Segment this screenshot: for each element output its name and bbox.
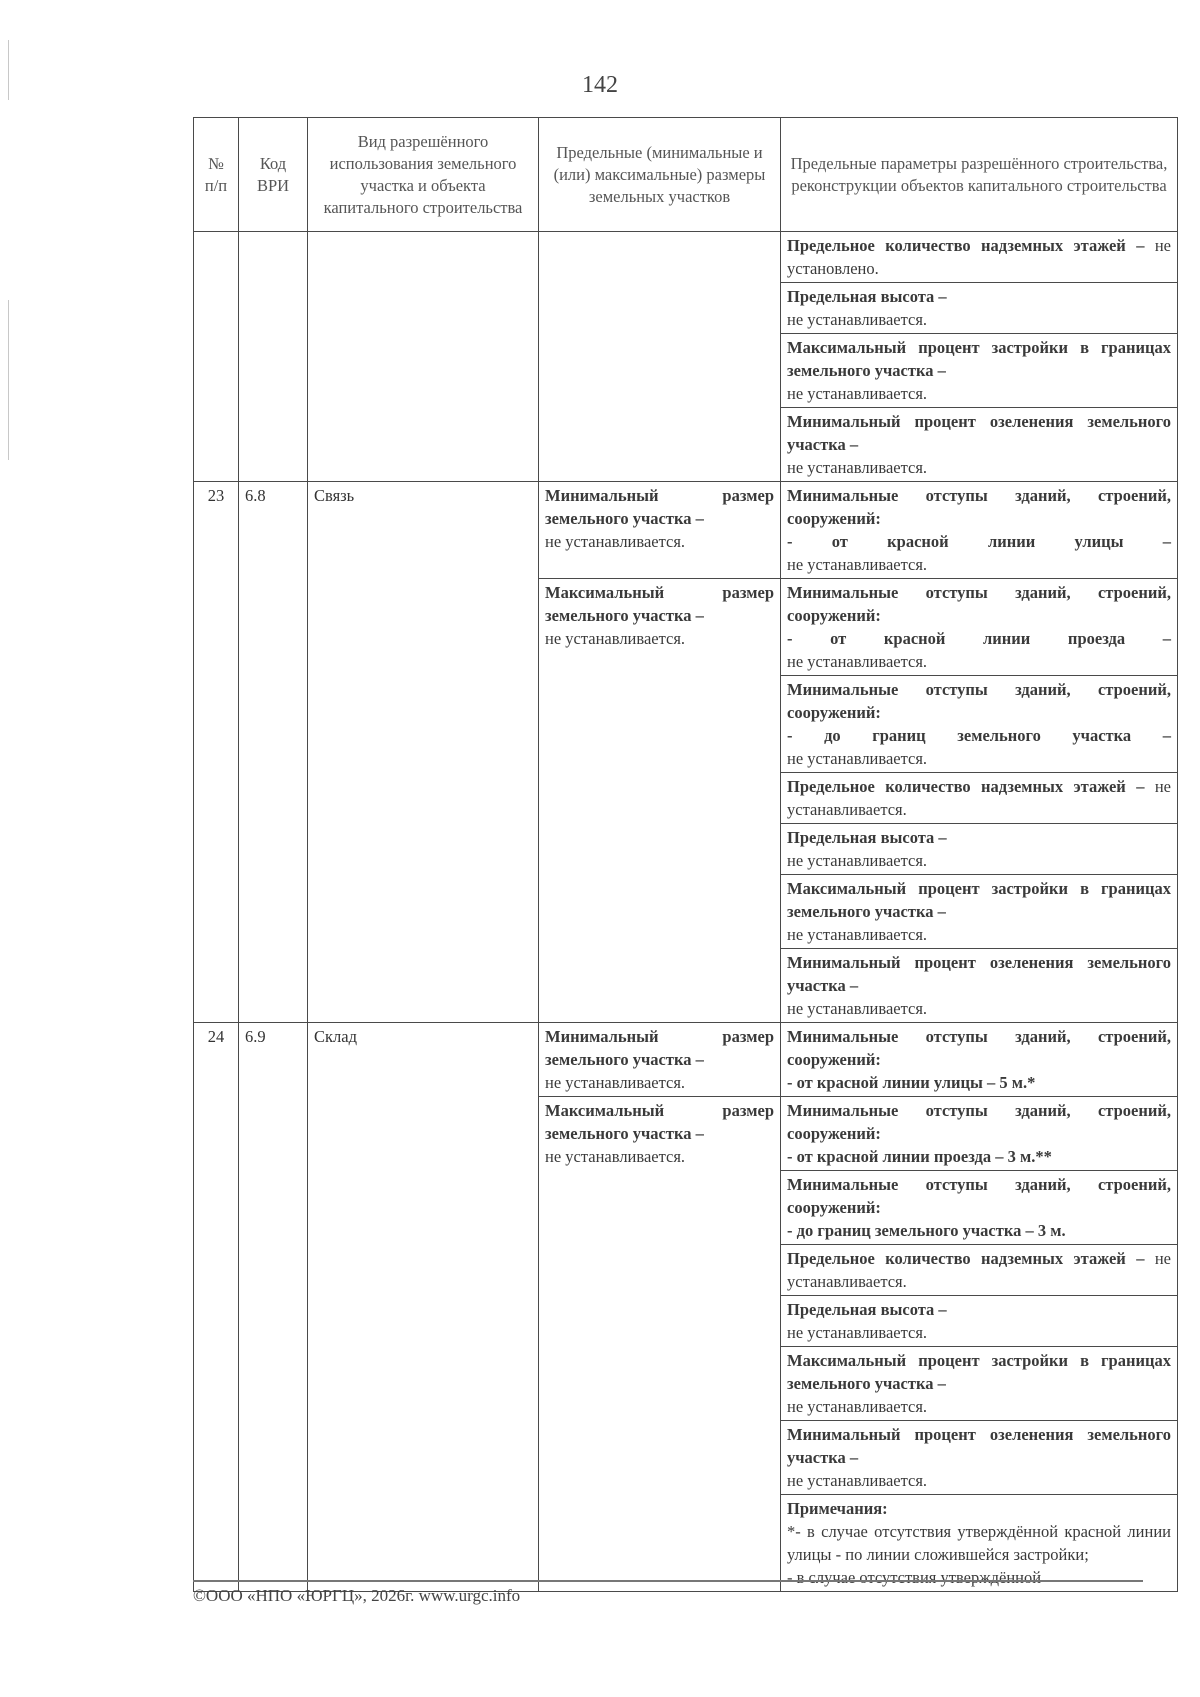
header-num: № п/п xyxy=(194,118,239,232)
notes-text: - в случае отсутствия утверждённой xyxy=(787,1568,1042,1587)
param-cell: Минимальные отступы зданий, строений, сооружений: - от красной линии улицы – 5 м.* xyxy=(781,1023,1178,1097)
param-cell: Предельное количество надземных этажей – не установлено. xyxy=(781,232,1178,283)
scan-edge-mark xyxy=(8,300,9,460)
param-cell: Максимальный процент застройки в границах земельного участка – не устанавливается. xyxy=(781,334,1178,408)
header-size: Предельные (минимальные и (или) максимальные) размеры земельных участков xyxy=(539,118,781,232)
param-cell: Минимальные отступы зданий, строений, сооружений: - от красной линии проезда – не устанавливается. xyxy=(781,579,1178,676)
table-header-row xyxy=(194,118,1178,232)
param-cell: Минимальный процент озеленения земельного участка – не устанавливается. xyxy=(781,408,1178,482)
param-cell: Предельная высота – не устанавливается. xyxy=(781,824,1178,875)
param-cell: Минимальные отступы зданий, строений, сооружений: - до границ земельного участка – не устанавливается. xyxy=(781,676,1178,773)
row-code: 6.9 xyxy=(239,1023,308,1592)
footer-divider xyxy=(193,1580,1143,1582)
param-cell: Максимальный процент застройки в границах земельного участка – не устанавливается. xyxy=(781,875,1178,949)
table-row xyxy=(194,232,1178,283)
param-cell: Максимальный процент застройки в границах земельного участка – не устанавливается. xyxy=(781,1347,1178,1421)
size-cell: Минимальный размер земельного участка – не устанавливается. xyxy=(539,482,781,579)
notes-title: Примечания: xyxy=(787,1499,888,1518)
notes-text: *- в случае отсутствия утверждённой красной линии улицы - по линии сложившейся застройки; xyxy=(787,1522,1171,1564)
size-cell: Максимальный размер земельного участка – не устанавливается. xyxy=(539,1097,781,1592)
param-cell: Предельное количество надземных этажей – не устанавливается. xyxy=(781,773,1178,824)
row-use: Связь xyxy=(308,482,539,1023)
header-use: Вид разрешённого использования земельного участка и объекта капитального строительства xyxy=(308,118,539,232)
scan-edge-mark xyxy=(8,40,9,100)
header-code: Код ВРИ xyxy=(239,118,308,232)
param-cell: Минимальный процент озеленения земельного участка – не устанавливается. xyxy=(781,1421,1178,1495)
page-number: 142 xyxy=(582,72,618,98)
param-cell: Минимальные отступы зданий, строений, сооружений: - до границ земельного участка – 3 м. xyxy=(781,1171,1178,1245)
size-cell: Минимальный размер земельного участка – не устанавливается. xyxy=(539,1023,781,1097)
param-cell: Минимальный процент озеленения земельного участка – не устанавливается. xyxy=(781,949,1178,1023)
row-number: 23 xyxy=(194,482,239,1023)
row-number: 24 xyxy=(194,1023,239,1592)
row-use: Склад xyxy=(308,1023,539,1592)
table-row xyxy=(194,1023,1178,1097)
notes-cell xyxy=(781,1495,1178,1592)
param-cell: Минимальные отступы зданий, строений, сооружений: - от красной линии улицы – не устанавливается. xyxy=(781,482,1178,579)
table-row xyxy=(194,482,1178,579)
param-cell: Минимальные отступы зданий, строений, сооружений: - от красной линии проезда – 3 м.** xyxy=(781,1097,1178,1171)
header-params: Предельные параметры разрешённого строительства, реконструкции объектов капитального строительства xyxy=(781,118,1178,232)
param-cell: Предельная высота – не устанавливается. xyxy=(781,1296,1178,1347)
param-cell: Предельное количество надземных этажей – не устанавливается. xyxy=(781,1245,1178,1296)
param-cell: Предельная высота – не устанавливается. xyxy=(781,283,1178,334)
row-code: 6.8 xyxy=(239,482,308,1023)
size-cell: Максимальный размер земельного участка – не устанавливается. xyxy=(539,579,781,1023)
footer-copyright: ©ООО «НПО «ЮРГЦ», 2026г. www.urgc.info xyxy=(193,1586,521,1605)
zoning-parameters-table xyxy=(193,117,1178,1592)
